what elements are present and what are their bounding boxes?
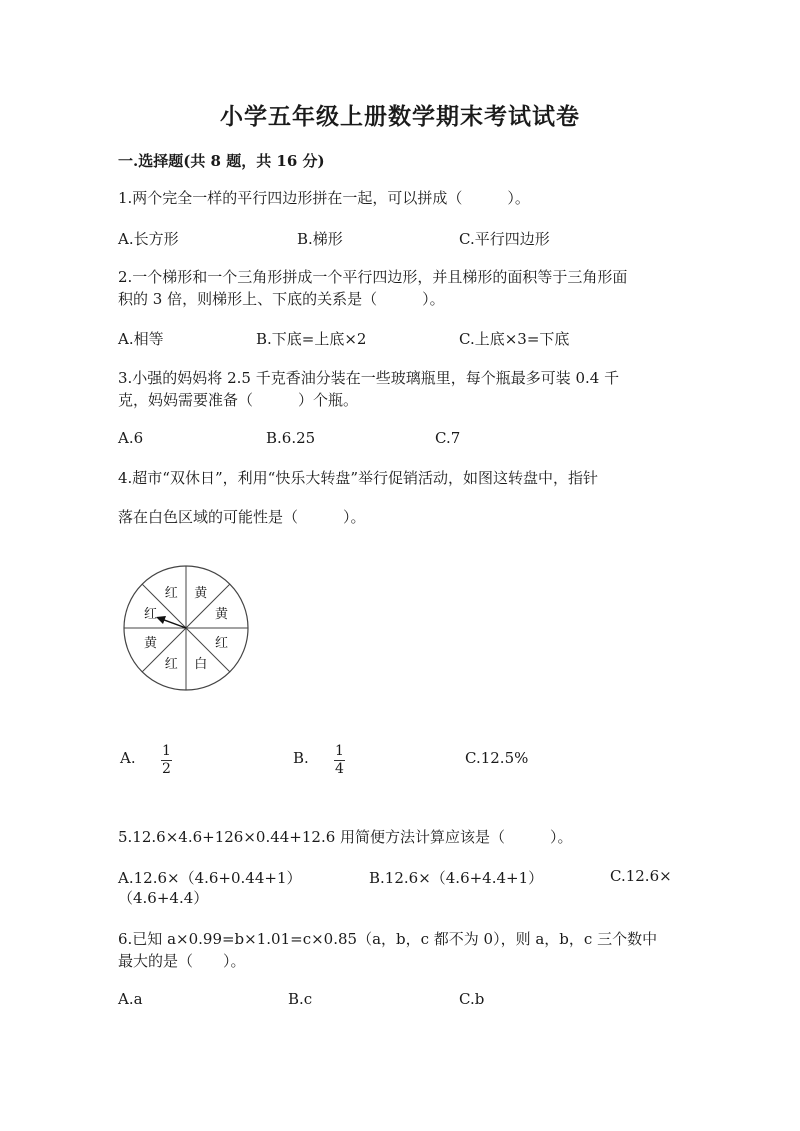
question-6-line-1: 6.已知 a×0.99=b×1.01=c×0.85（a，b，c 都不为 0），则 a，b，c 三个数中 xyxy=(118,930,658,948)
question-3-line-1: 3.小强的妈妈将 2.5 千克香油分装在一些玻璃瓶里，每个瓶最多可装 0.4 千 xyxy=(118,369,620,387)
question-2-line-1: 2.一个梯形和一个三角形拼成一个平行四边形，并且梯形的面积等于三角形面 xyxy=(118,268,628,286)
page-title: 小学五年级上册数学期末考试试卷 xyxy=(220,103,580,130)
spinner-sector-label: 红 xyxy=(164,657,178,673)
q1-option-a: A.长方形 xyxy=(118,230,179,248)
spinner-sector-label: 黄 xyxy=(143,636,157,652)
q6-option-c: C.b xyxy=(459,990,485,1008)
q2-option-a: A.相等 xyxy=(118,330,164,348)
q5-option-b: B.12.6×（4.6+4.4+1） xyxy=(369,869,544,887)
question-2-line-2: 积的 3 倍，则梯形上、下底的关系是（ ）。 xyxy=(118,290,445,308)
question-4-line-2: 落在白色区域的可能性是（ ）。 xyxy=(118,508,366,526)
q4-option-b-fraction xyxy=(334,744,345,777)
fraction-numerator: 1 xyxy=(162,743,171,759)
q4-option-b-label: B. xyxy=(293,749,309,767)
spinner-diagram xyxy=(120,562,260,698)
question-6-line-2: 最大的是（ ）。 xyxy=(118,952,246,970)
question-1: 1.两个完全一样的平行四边形拼在一起，可以拼成（ ）。 xyxy=(118,189,530,207)
q3-option-a: A.6 xyxy=(118,429,144,447)
q4-option-a-label: A. xyxy=(120,749,136,767)
q6-option-b: B.c xyxy=(288,990,313,1008)
fraction-numerator: 1 xyxy=(335,743,344,759)
q1-option-c: C.平行四边形 xyxy=(459,230,550,248)
q6-option-a: A.a xyxy=(118,990,143,1008)
spinner-sector-label: 红 xyxy=(215,636,229,652)
question-3-line-2: 克，妈妈需要准备（ ）个瓶。 xyxy=(118,391,359,409)
spinner-sector-label: 白 xyxy=(194,657,208,673)
q3-option-c: C.7 xyxy=(435,429,461,447)
q5-option-c: C.12.6× xyxy=(610,867,672,885)
q4-option-c: C.12.5% xyxy=(465,749,529,767)
fraction-denominator: 2 xyxy=(162,761,171,777)
question-4-line-1: 4.超市“双休日”，利用“快乐大转盘”举行促销活动，如图这转盘中，指针 xyxy=(118,469,598,487)
spinner-sector-label: 红 xyxy=(143,606,157,622)
fraction-denominator: 4 xyxy=(335,761,344,777)
q1-option-b: B.梯形 xyxy=(297,230,343,248)
spinner-sector-label: 黄 xyxy=(194,585,208,601)
spinner-sector-label: 红 xyxy=(164,585,178,601)
q5-option-a: A.12.6×（4.6+0.44+1） xyxy=(118,869,302,887)
section-heading: 一.选择题(共 8 题，共 16 分) xyxy=(118,152,325,170)
q3-option-b: B.6.25 xyxy=(266,429,316,447)
q4-option-a-fraction xyxy=(161,744,172,777)
question-5: 5.12.6×4.6+126×0.44+12.6 用简便方法计算应该是（ ）。 xyxy=(118,828,573,846)
q2-option-c: C.上底×3=下底 xyxy=(459,330,570,348)
q5-option-c-continued: （4.6+4.4） xyxy=(118,889,209,907)
spinner-sector-label: 黄 xyxy=(215,606,229,622)
q2-option-b: B.下底=上底×2 xyxy=(256,330,367,348)
